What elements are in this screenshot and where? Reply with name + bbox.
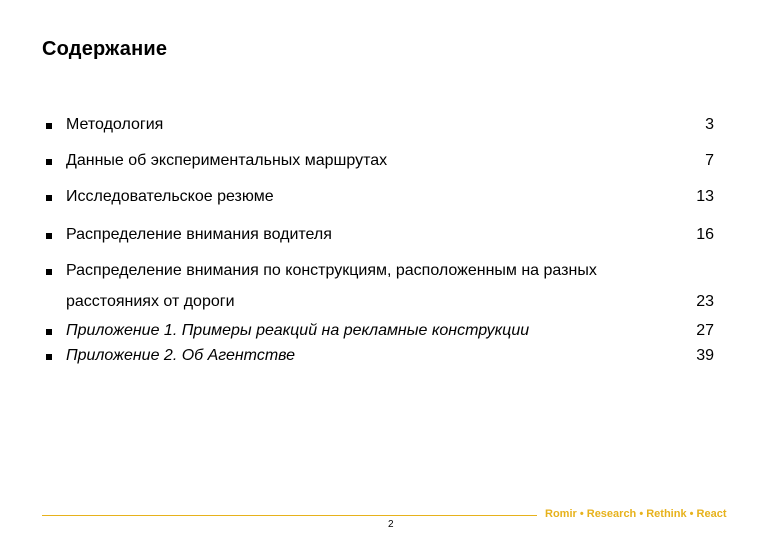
toc-item-label: Приложение 1. Примеры реакций на рекламные конструкции [66,322,530,339]
bullet-icon [46,329,52,335]
toc-item-page: 27 [696,322,714,339]
toc-item-label: Распределение внимания по конструкциям, расположенным на разных [66,262,597,279]
toc-item-label: Распределение внимания водителя [66,226,332,243]
toc-item-label: Исследовательское резюме [66,188,274,205]
bullet-icon [46,354,52,360]
toc-item-label: Методология [66,116,164,133]
toc-item-label: Данные об экспериментальных маршрутах [66,152,388,169]
toc-item-page: 7 [705,152,714,169]
toc-item-label: Приложение 2. Об Агентстве [66,347,296,364]
bullet-icon [46,195,52,201]
page-number: 2 [388,519,394,530]
toc-item-page: 3 [705,116,714,133]
toc-item-page: 39 [696,347,714,364]
toc-item-page: 16 [696,226,714,243]
page-title: Содержание [42,38,168,60]
bullet-icon [46,269,52,275]
bullet-icon [46,233,52,239]
bullet-icon [46,123,52,129]
toc-item-page: 13 [696,188,714,205]
bullet-icon [46,159,52,165]
brand-tagline: Romir • Research • Rethink • React [545,508,727,520]
toc-item-label-line2: расстояниях от дороги [66,293,235,310]
footer-divider [42,515,537,516]
toc-item-page: 23 [696,293,714,310]
